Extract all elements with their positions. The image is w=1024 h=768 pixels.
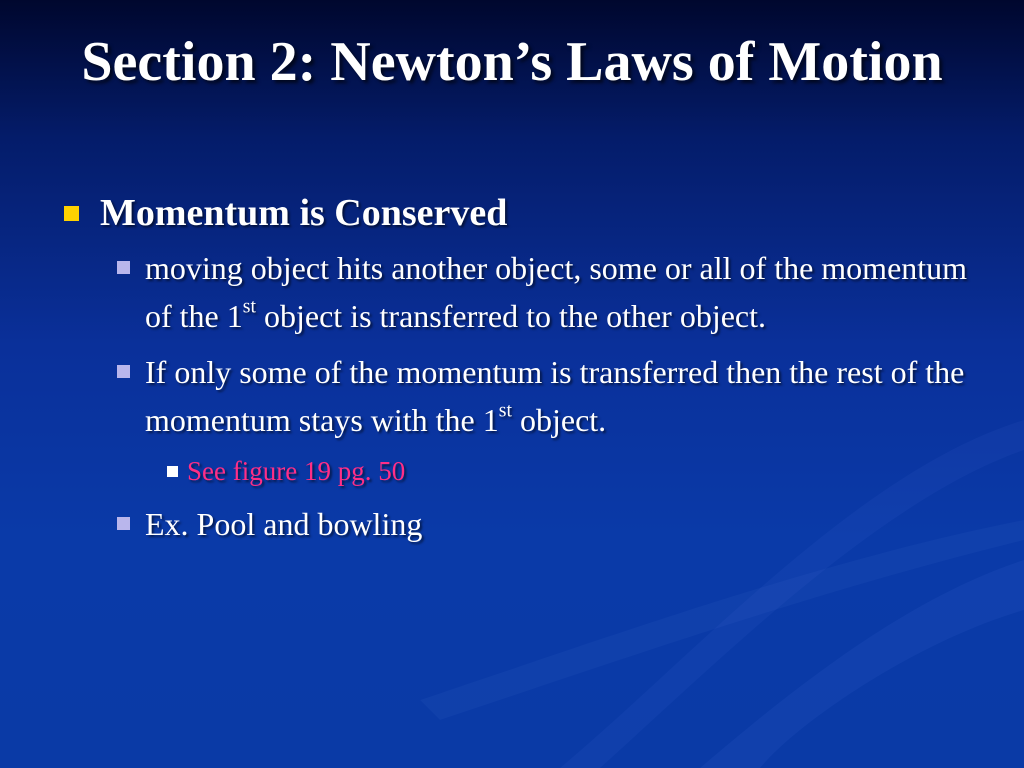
square-bullet-icon <box>117 365 130 378</box>
ordinal-suffix: st <box>498 399 512 422</box>
note-text: See figure 19 pg. 50 <box>187 456 406 486</box>
subpoint-example <box>114 500 982 548</box>
figure-reference-note <box>165 452 982 490</box>
ordinal-suffix: st <box>242 295 256 318</box>
square-bullet-icon <box>64 206 79 221</box>
slide-title: Section 2: Newton’s Laws of Motion <box>81 31 943 93</box>
square-bullet-icon <box>117 517 130 530</box>
subpoint-text-after: object. <box>511 402 607 438</box>
subpoint-transfer <box>114 244 982 340</box>
subpoint-text-before: If only some of the momentum is transferred then the rest of the momentum stays with the 1 <box>145 354 965 438</box>
bullet-momentum-conserved <box>62 190 982 236</box>
bullet-text: Momentum is Conserved <box>100 192 508 234</box>
example-text: Ex. Pool and bowling <box>145 506 423 542</box>
slide-content <box>62 190 982 556</box>
subpoint-text-before: moving object hits another object, some or all of the momentum of the 1 <box>145 250 968 334</box>
subpoint-partial-transfer <box>114 348 982 444</box>
square-bullet-icon <box>167 466 178 477</box>
square-bullet-icon <box>117 261 130 274</box>
subpoint-text-after: object is transferred to the other object. <box>255 298 767 334</box>
